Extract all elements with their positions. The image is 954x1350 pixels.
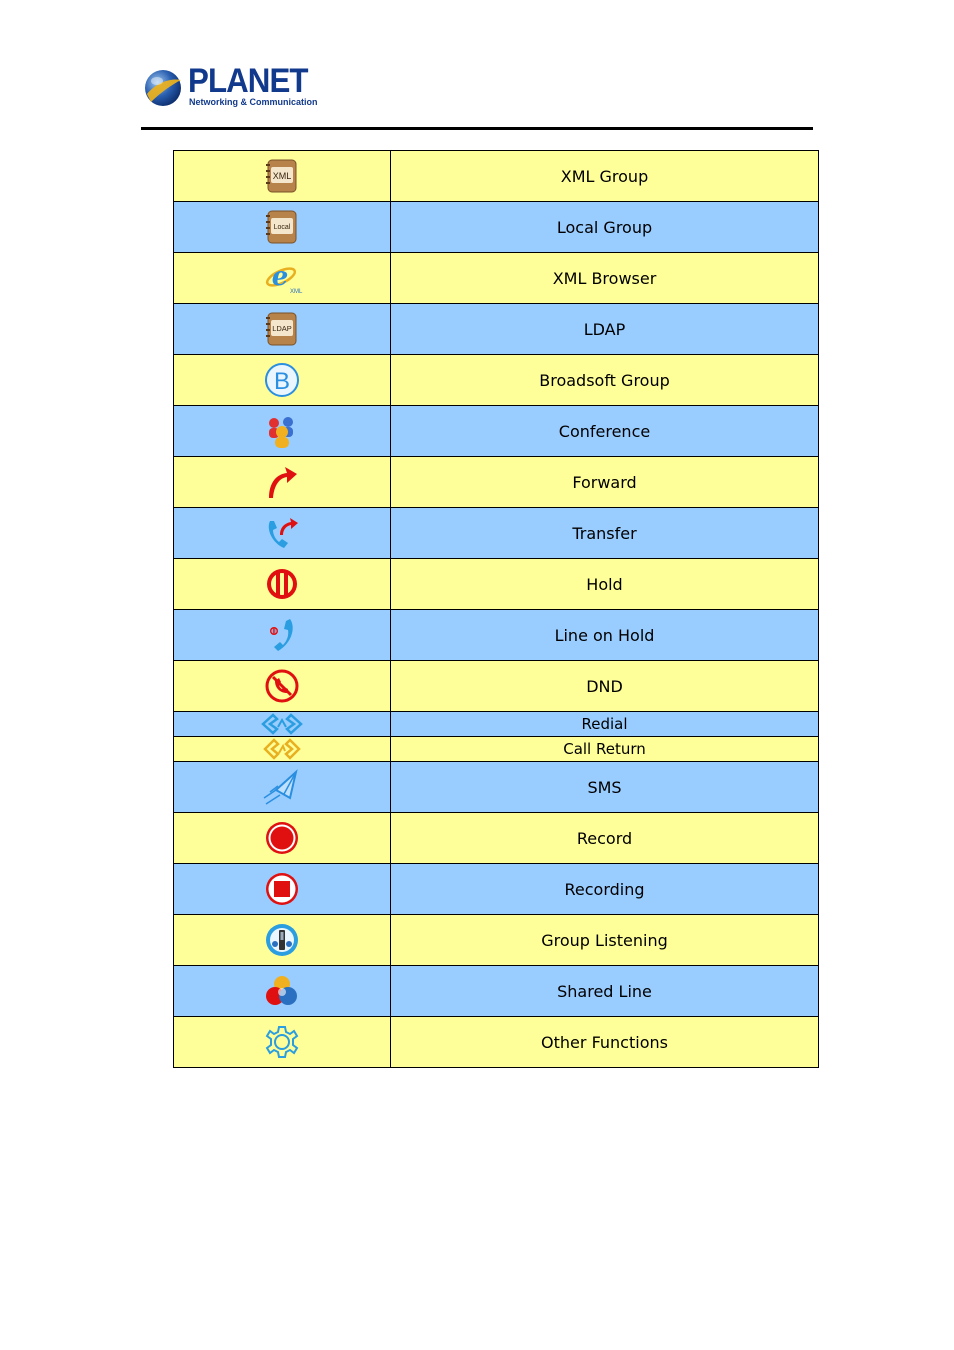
row-label: Local Group: [556, 217, 653, 237]
row-label: Other Functions: [541, 1032, 668, 1052]
table-row: [174, 304, 819, 355]
svg-text:Local: Local: [273, 224, 291, 231]
row-label: DND: [586, 676, 623, 696]
conference-icon: [264, 413, 300, 449]
svg-text:XML: XML: [290, 289, 303, 295]
table-row: [174, 712, 819, 737]
row-label: Recording: [564, 879, 645, 899]
table-row: [174, 813, 819, 864]
table-row: [174, 406, 819, 457]
icon-legend-table: [173, 150, 819, 1068]
forward-icon: [265, 464, 299, 500]
row-label: SMS: [587, 777, 622, 797]
svg-text:B: B: [273, 368, 291, 395]
row-label: Record: [576, 828, 633, 848]
shared-line-icon: [264, 973, 300, 1009]
svg-text:XML: XML: [272, 171, 292, 181]
broadsoft-group-icon: [264, 362, 300, 398]
table-row: [174, 610, 819, 661]
row-label: LDAP: [583, 319, 626, 339]
redial-icon: [261, 713, 303, 735]
hold-icon: [264, 566, 300, 602]
logo-wordmark: PLANET: [188, 62, 308, 100]
transfer-icon: [264, 515, 300, 551]
logo-tagline: Networking & Communication: [189, 97, 318, 107]
line-on-hold-icon: [264, 617, 300, 653]
table-row: [174, 508, 819, 559]
table-row: [174, 864, 819, 915]
header-rule: [141, 127, 813, 130]
call-return-icon: [261, 738, 303, 760]
row-label: Broadsoft Group: [539, 370, 670, 390]
row-label: XML Browser: [552, 268, 657, 288]
planet-globe-icon: [143, 68, 183, 108]
table-row: [174, 457, 819, 508]
local-group-icon: [266, 210, 298, 244]
row-label: Redial: [581, 715, 628, 733]
table-row: [174, 253, 819, 304]
row-label: Conference: [558, 421, 651, 441]
row-label: Call Return: [563, 740, 646, 758]
row-label: Line on Hold: [554, 625, 655, 645]
table-row: [174, 151, 819, 202]
xml-group-icon: [266, 159, 298, 193]
record-icon: [264, 820, 300, 856]
page-header: [0, 0, 954, 135]
table-row: [174, 355, 819, 406]
table-row: [174, 202, 819, 253]
row-label: Transfer: [572, 523, 637, 543]
svg-text:e: e: [271, 262, 289, 292]
svg-text:LDAP: LDAP: [272, 324, 292, 333]
table-row: [174, 661, 819, 712]
group-listening-icon: [264, 922, 300, 958]
xml-browser-icon: [264, 261, 303, 295]
row-label: Group Listening: [541, 930, 668, 950]
table-row: [174, 762, 819, 813]
sms-icon: [262, 768, 302, 806]
other-functions-icon: [264, 1024, 300, 1060]
table-row: [174, 737, 819, 762]
row-label: XML Group: [560, 166, 649, 186]
recording-icon: [264, 871, 300, 907]
table-row: [174, 966, 819, 1017]
ldap-icon: [266, 312, 298, 346]
row-label: Forward: [572, 472, 637, 492]
table-row: [174, 1017, 819, 1068]
table-row: [174, 915, 819, 966]
table-row: [174, 559, 819, 610]
row-label: Hold: [586, 574, 623, 594]
dnd-icon: [264, 668, 300, 704]
row-label: Shared Line: [557, 981, 652, 1001]
